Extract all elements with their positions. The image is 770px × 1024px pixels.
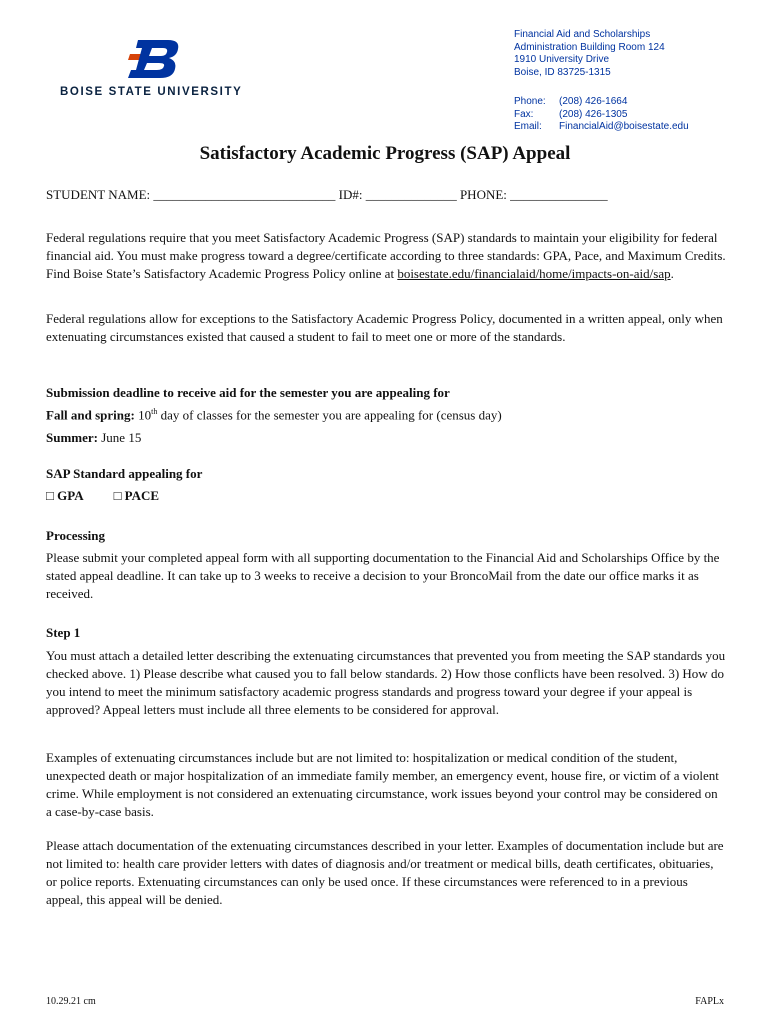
office-line: Financial Aid and Scholarships (514, 29, 651, 40)
step1-examples-paragraph: Examples of extenuating circumstances include but are not limited to: hospitalization or medical condition of the student, unexpected death or major hospitalization of an immediate family member, an emergency event, house fire, or victim of a violent crime. While employment is not considered an extenuating circumstance, work issues beyond your control may be considered on a case-by-case basis. (46, 750, 719, 819)
office-line: Administration Building Room 124 (514, 41, 665, 53)
page-title: Satisfactory Academic Progress (SAP) Appeal (199, 143, 571, 164)
university-wordmark: BOISE STATE UNIVERSITY (60, 86, 243, 98)
step1-letter-paragraph: You must attach a detailed letter describing the extenuating circumstances that prevented you from meeting the SAP standards you checked above. 1) Please describe what caused you to fall below standards. 2) How those conflicts have been resolved. 3) How do you intend to meet the minimum satisfactory academic progress standards and progress toward your degree if your appeal is approved? Appeal letters must include all three elements to be considered for approval. (46, 648, 726, 717)
intro-paragraph: Federal regulations require that you meet Satisfactory Academic Progress (SAP) standards to maintain your eligibility for federal financial aid. You must make progress toward a degree/certificate according to three standards: GPA, Pace, and Maximum Credits. Find Boise State’s Satisfactory Academic Progress Policy online at boisestate.edu/financialaid/home/impacts-on-aid/sap. (46, 230, 726, 281)
fax-row (514, 109, 689, 122)
footer-revision: 10.29.21 cm (46, 996, 96, 1007)
office-contact-block (514, 29, 689, 134)
student-info-line: STUDENT NAME: ____________________________ ID#: ______________ PHONE: _______________ (46, 187, 608, 202)
fall-spring-deadline: Fall and spring: 10th day of classes for the semester you are appealing for (census day) (46, 407, 502, 423)
b-logo-icon (128, 38, 180, 80)
fax-value: (208) 426-1305 (559, 108, 628, 120)
summer-label: Summer: (46, 430, 98, 445)
sap-standard-options (46, 488, 189, 504)
office-line: 1910 University Drive (514, 54, 610, 65)
phone-value: (208) 426-1664 (559, 96, 628, 107)
step1-heading: Step 1 (46, 625, 81, 640)
email-label: Email: (514, 121, 542, 132)
university-logo (60, 38, 250, 100)
office-line: Boise, ID 83725-1315 (514, 66, 611, 78)
intro-text: Federal regulations require that you meet Satisfactory Academic Progress (SAP) standards to maintain your eligibility for federal financial aid. You must make progress toward a degree/certificate according to three standards: GPA, Pace, and Maximum Credits. Find Boise State’s Satisfactory Academic Progress Policy online at (46, 230, 726, 281)
deadline-heading: Submission deadline to receive aid for the semester you are appealing for (46, 385, 450, 400)
phone-label: Phone: (514, 96, 546, 107)
processing-heading: Processing (46, 528, 105, 543)
email-link[interactable]: FinancialAid@boisestate.edu (559, 121, 689, 132)
gpa-checkbox[interactable]: □ GPA (46, 488, 84, 503)
email-row (514, 121, 689, 134)
pace-checkbox[interactable]: □ PACE (113, 488, 160, 503)
fax-label: Fax: (514, 108, 534, 120)
sap-standard-heading: SAP Standard appealing for (46, 466, 203, 481)
processing-paragraph: Please submit your completed appeal form with all supporting documentation to the Financial Aid and Scholarships Office by the stated appeal deadline. It can take up to 3 weeks to receive a decision to your BroncoMail from the date our office marks it as received. (46, 550, 720, 601)
sap-policy-link[interactable]: boisestate.edu/financialaid/home/impacts-on-aid/sap (397, 266, 671, 281)
phone-row (514, 96, 689, 109)
exceptions-paragraph: Federal regulations allow for exceptions to the Satisfactory Academic Progress Policy, documented in a written appeal, only when extenuating circumstances existed that caused a student to fail to meet one or more of the standards. (46, 311, 723, 344)
summer-deadline: Summer: June 15 (46, 430, 142, 445)
step1-documentation-paragraph: Please attach documentation of the extenuating circumstances described in your letter. Examples of documentation include but are not limited to: health care provider letters with dates of diagnosis and/or treatment or medical bills, death certificates, obituaries, or police reports. Extenuating circumstances can only be used once. If these circumstances were referenced to in a previous appeal, this appeal will be denied. (46, 838, 724, 907)
fall-spring-label: Fall and spring: (46, 407, 135, 423)
footer-form-code: FAPLx (695, 996, 724, 1007)
